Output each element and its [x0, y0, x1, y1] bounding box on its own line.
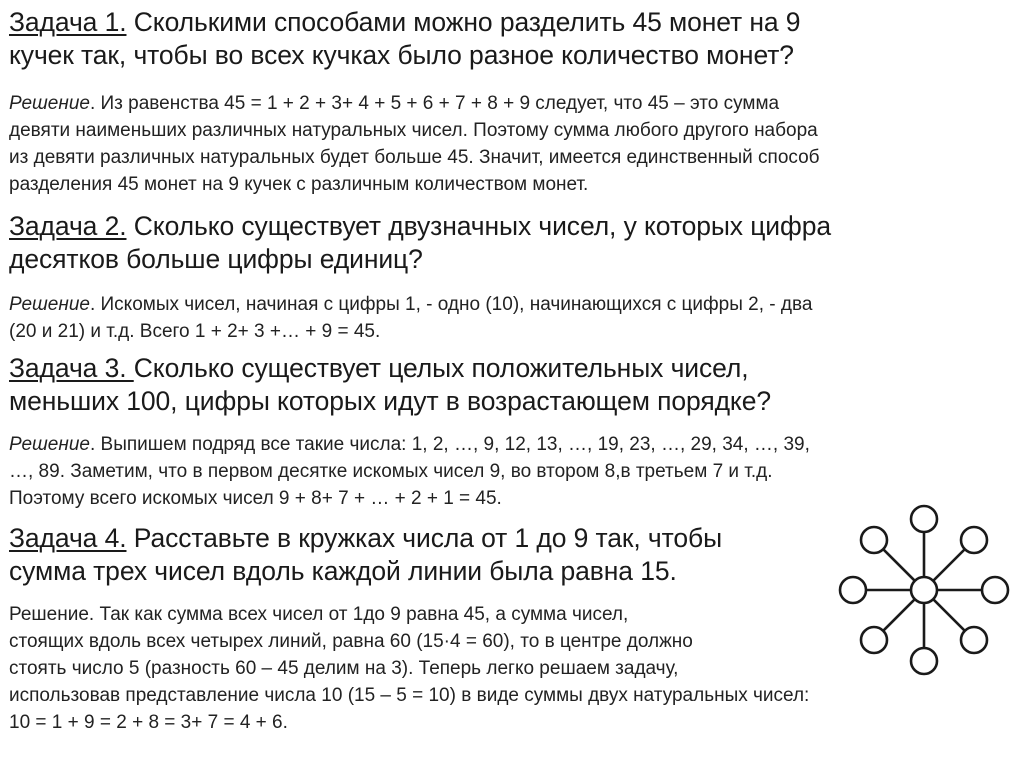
circle-top-left	[861, 527, 887, 553]
problem-4-line-2: сумма трех чисел вдоль каждой линии была равна 15.	[9, 556, 677, 586]
problem-1-solution	[9, 90, 820, 198]
solution-2-label: Решение	[9, 294, 90, 315]
diagram-circles	[840, 506, 1008, 674]
problem-2-label: Задача 2.	[9, 211, 127, 241]
circle-bottom-left	[861, 627, 887, 653]
circle-top-right	[961, 527, 987, 553]
solution-1-line-4: разделения 45 монет на 9 кучек с различным количеством монет.	[9, 174, 589, 195]
problem-3-label: Задача 3.	[9, 353, 134, 383]
problem-1-text-1: Сколькими способами можно разделить 45 монет на 9	[126, 7, 801, 37]
problem-3-statement	[9, 352, 771, 418]
solution-4-line-2: стоящих вдоль всех четырех линий, равна 60 (15·4 = 60), то в центре должно	[9, 631, 693, 652]
problem-3-text-1: Сколько существует целых положительных чисел,	[133, 353, 749, 383]
problem-4-text-1: Расставьте в кружках числа от 1 до 9 так, чтобы	[126, 523, 723, 553]
problem-3-solution	[9, 431, 810, 512]
circle-bottom	[911, 648, 937, 674]
circle-center	[911, 577, 937, 603]
problem-1-label: Задача 1.	[9, 7, 127, 37]
solution-2-line-1	[9, 291, 812, 318]
problem-4-solution	[9, 601, 809, 736]
problem-1-statement	[9, 6, 800, 72]
solution-4-line-3: стоять число 5 (разность 60 – 45 делим на 3). Теперь легко решаем задачу,	[9, 658, 679, 679]
problem-2-text-1: Сколько существует двузначных чисел, у которых цифра	[126, 211, 831, 241]
problem-2-line-2: десятков больше цифры единиц?	[9, 244, 423, 274]
solution-4-line-4: использовав представление числа 10 (15 – 5 = 10) в виде суммы двух натуральных чисел:	[9, 685, 810, 706]
solution-3-line-2: …, 89. Заметим, что в первом десятке искомых чисел 9, во втором 8,в третьем 7 и т.д.	[9, 461, 773, 482]
problem-1-line-2: кучек так, чтобы во всех кучках было разное количество монет?	[9, 40, 794, 70]
solution-1-line-3: из девяти различных натуральных будет больше 45. Значит, имеется единственный способ	[9, 147, 820, 168]
problem-1-line-1	[9, 6, 800, 39]
solution-2-line-2: (20 и 21) и т.д. Всего 1 + 2+ 3 +… + 9 = 45.	[9, 321, 381, 342]
solution-3-label: Решение	[9, 434, 90, 455]
solution-1-line-2: девяти наименьших различных натуральных чисел. Поэтому сумма любого другого набора	[9, 120, 818, 141]
solution-3-line-1	[9, 431, 810, 458]
solution-1-label: Решение	[9, 93, 90, 114]
problem-4-label: Задача 4.	[9, 523, 127, 553]
problem-3-line-1	[9, 352, 771, 385]
problem-4-statement	[9, 522, 722, 588]
circle-right	[982, 577, 1008, 603]
solution-3-line-3: Поэтому всего искомых чисел 9 + 8+ 7 + … + 2 + 1 = 45.	[9, 488, 502, 509]
circle-top	[911, 506, 937, 532]
problem-2-statement	[9, 210, 831, 276]
circle-left	[840, 577, 866, 603]
solution-2-text-1: . Искомых чисел, начиная с цифры 1, - одно (10), начинающихся с цифры 2, - два	[89, 294, 813, 315]
problem-4-line-1	[9, 522, 722, 555]
problem-2-solution	[9, 291, 812, 345]
circle-bottom-right	[961, 627, 987, 653]
solution-1-line-1	[9, 90, 820, 117]
problem-2-line-1	[9, 210, 831, 243]
solution-4-line-5: 10 = 1 + 9 = 2 + 8 = 3+ 7 = 4 + 6.	[9, 712, 288, 733]
solution-1-text-1: . Из равенства 45 = 1 + 2 + 3+ 4 + 5 + 6 + 7 + 8 + 9 следует, что 45 – это сумма	[89, 93, 780, 114]
solution-4-line-1: Решение. Так как сумма всех чисел от 1до 9 равна 45, а сумма чисел,	[9, 604, 629, 625]
solution-3-text-1: . Выпишем подряд все такие числа: 1, 2, …, 9, 12, 13, …, 19, 23, …, 29, 34, …, 39,	[89, 434, 810, 455]
star-circle-diagram	[834, 500, 1014, 680]
problem-3-line-2: меньших 100, цифры которых идут в возрастающем порядке?	[9, 386, 772, 416]
